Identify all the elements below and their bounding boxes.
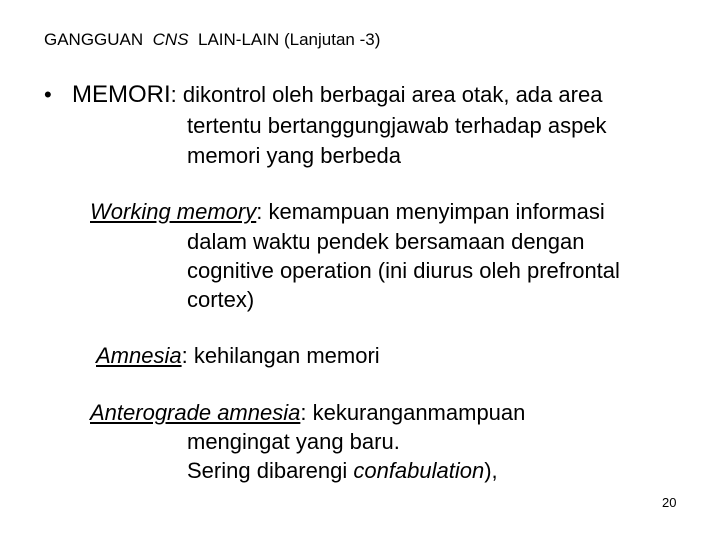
anterograde-text-3-prefix: Sering dibarengi xyxy=(187,458,354,483)
anterograde-line-1 xyxy=(90,398,525,428)
confabulation-term: confabulation xyxy=(353,458,485,483)
working-memory-line-3: cognitive operation (ini diurus oleh prefrontal xyxy=(187,258,620,283)
anterograde-line-2: mengingat yang baru. xyxy=(187,429,400,454)
page-number: 20 xyxy=(662,495,677,510)
anterograde-line-3 xyxy=(187,456,498,486)
memori-line-2: tertentu bertanggungjawab terhadap aspek xyxy=(187,113,607,138)
memori-colon: : xyxy=(170,82,177,107)
amnesia-line-1 xyxy=(96,341,380,371)
memori-line-1 xyxy=(72,80,602,110)
bullet-icon: • xyxy=(44,82,52,107)
slide-title xyxy=(44,29,380,51)
memori-text-1: dikontrol oleh berbagai area otak, ada area xyxy=(176,82,603,107)
anterograde-term: Anterograde amnesia xyxy=(90,400,301,425)
amnesia-text-1: : kehilangan memori xyxy=(181,343,380,368)
title-emphasis: CNS xyxy=(152,30,189,49)
title-suffix: LAIN-LAIN (Lanjutan -3) xyxy=(198,30,381,49)
amnesia-term: Amnesia xyxy=(96,343,182,368)
memori-term: MEMORI xyxy=(72,81,171,108)
working-memory-text-1: : kemampuan menyimpan informasi xyxy=(256,199,605,224)
working-memory-line-2: dalam waktu pendek bersamaan dengan xyxy=(187,229,585,254)
working-memory-line-1 xyxy=(90,197,605,227)
working-memory-term: Working memory xyxy=(90,199,257,224)
anterograde-text-1: : kekuranganmampuan xyxy=(300,400,526,425)
title-prefix: GANGGUAN xyxy=(44,30,144,49)
memori-line-3: memori yang berbeda xyxy=(187,143,402,168)
anterograde-text-3-suffix: ), xyxy=(484,458,498,483)
working-memory-line-4: cortex) xyxy=(187,287,255,312)
